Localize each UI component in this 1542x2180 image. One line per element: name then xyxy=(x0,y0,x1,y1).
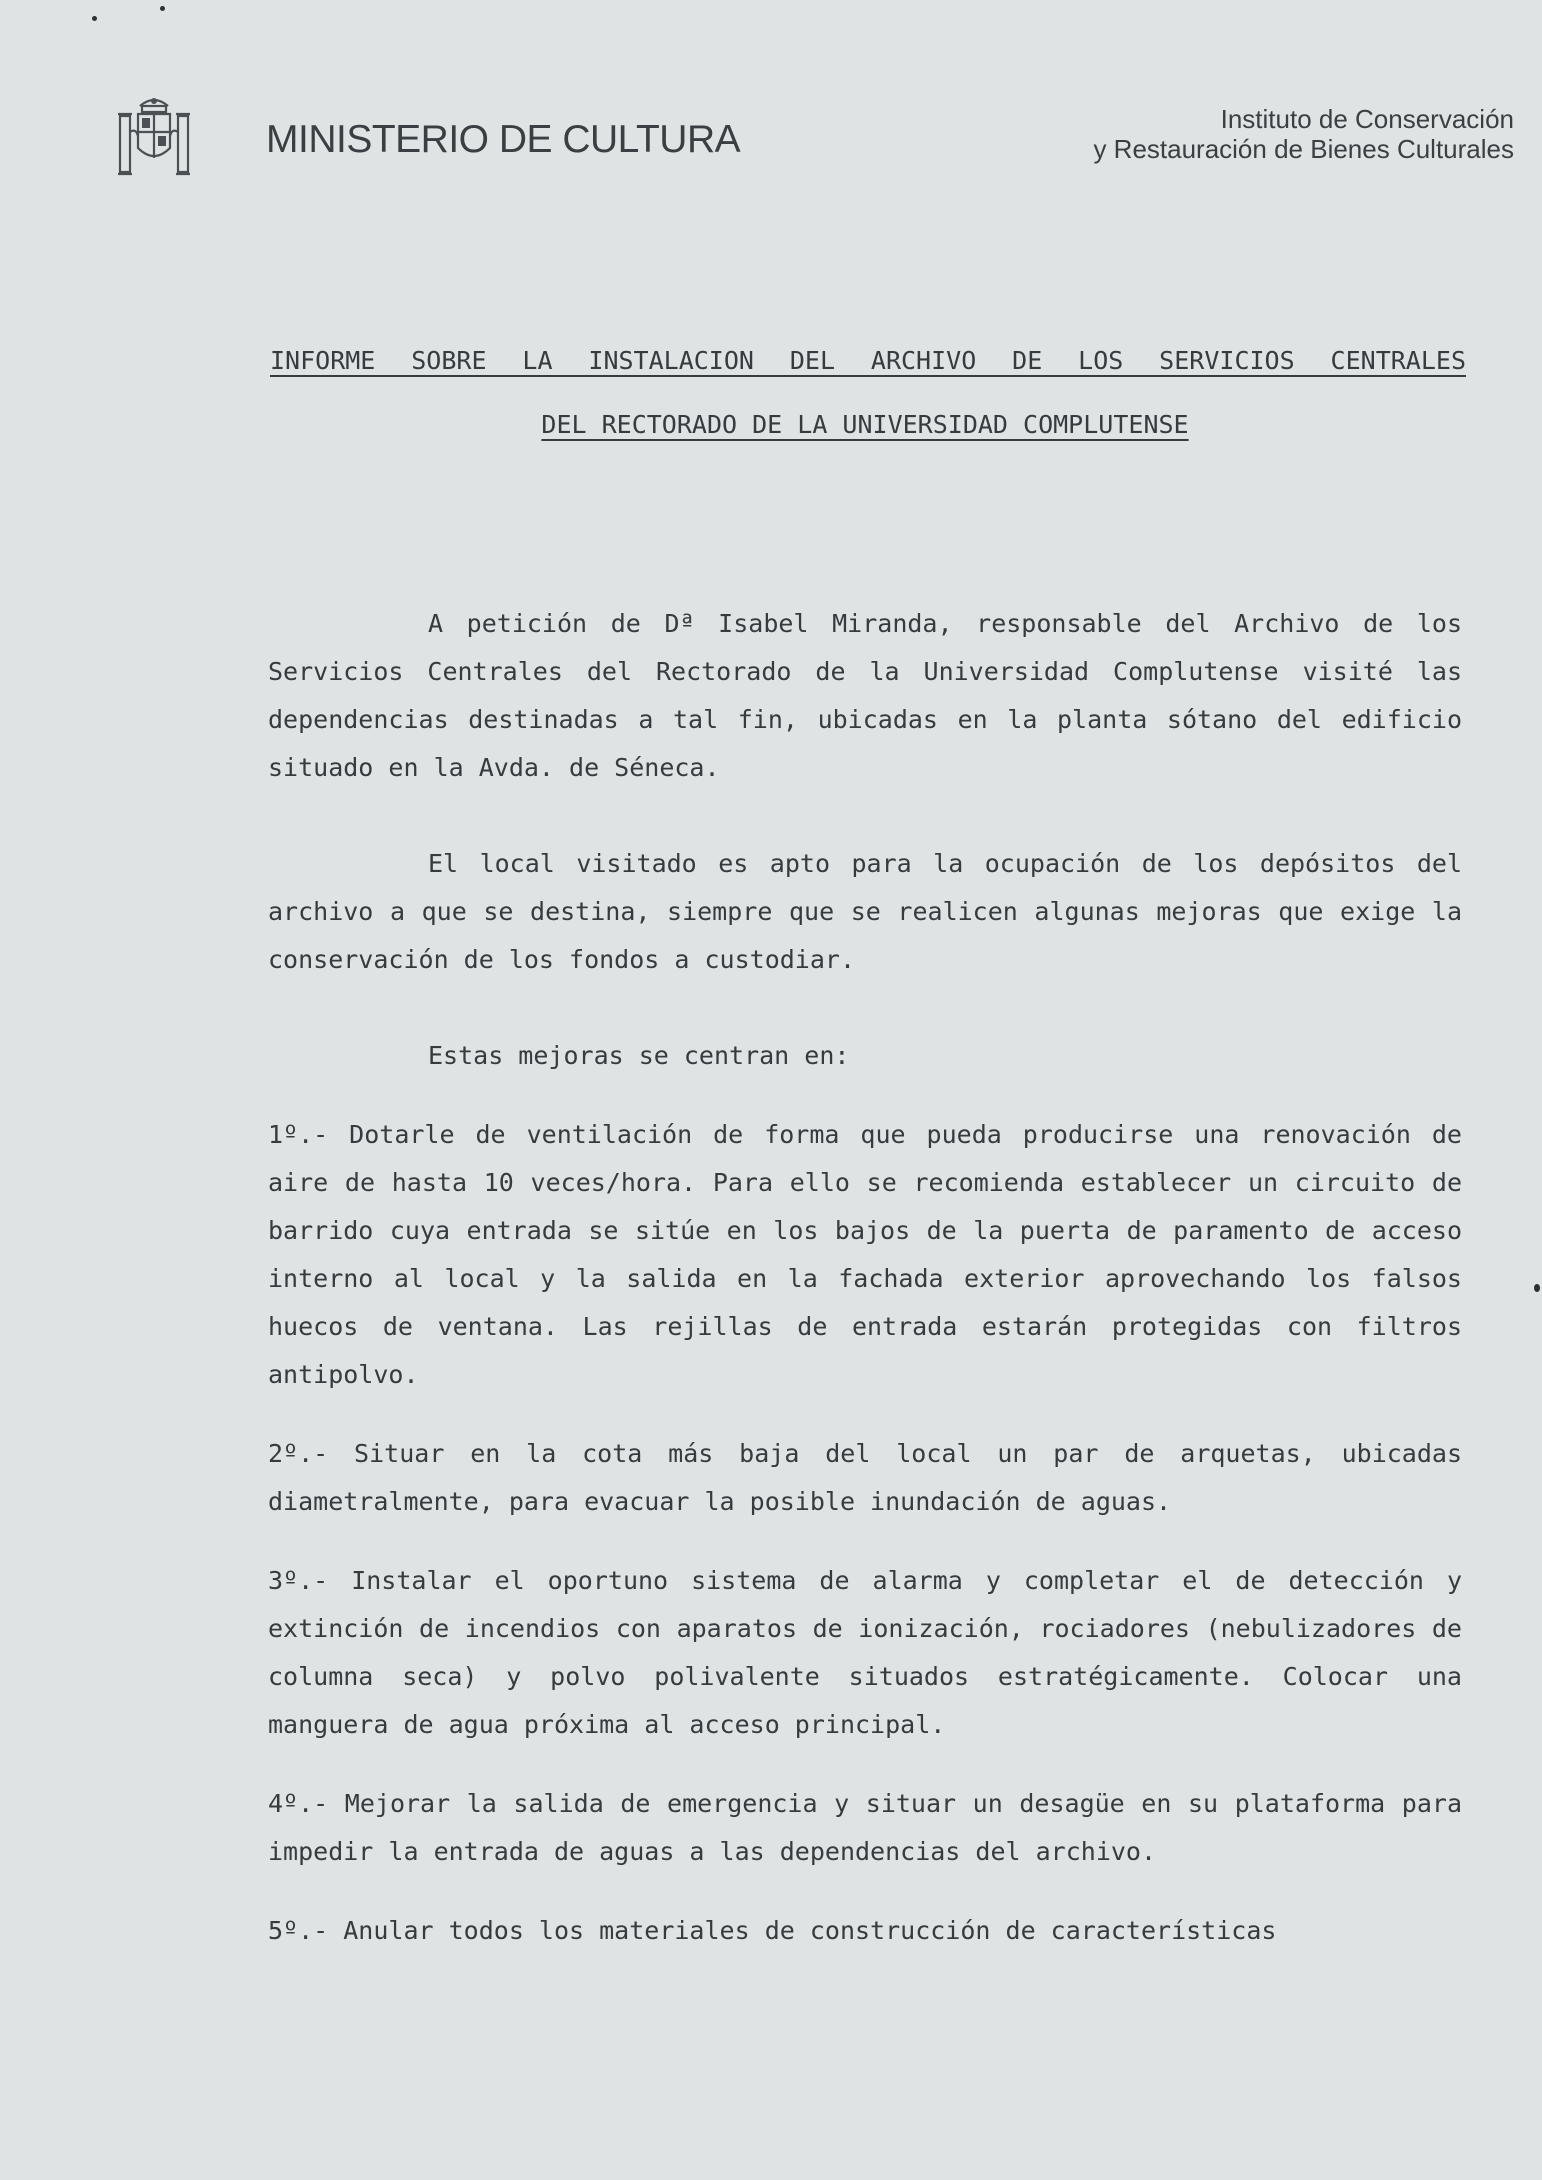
intro-paragraph: A petición de Dª Isabel Miranda, responsable del Archivo de los Servicios Centrales del Rectorado de la Universidad Complutense visité las dependencias destinadas a tal fin, ubicadas en la planta sótano del edificio situado en la Avda. de Séneca. xyxy=(268,609,1462,782)
scan-speck xyxy=(1534,1284,1540,1292)
coat-of-arms-icon xyxy=(112,92,196,184)
list-item-2: 2º.- Situar en la cota más baja del local un par de arquetas, ubicadas diametralmente, para evacuar la posible inundación de aguas. xyxy=(268,1439,1462,1516)
institute-line-2: y Restauración de Bienes Culturales xyxy=(1093,134,1514,164)
report-body xyxy=(268,600,1462,1955)
scan-speck xyxy=(92,16,97,21)
report-title-line-2: DEL RECTORADO DE LA UNIVERSIDAD COMPLUTENSE xyxy=(541,410,1189,439)
list-item-1: 1º.- Dotarle de ventilación de forma que pueda producirse una renovación de aire de hasta 10 veces/hora. Para ello se recomienda establecer un circuito de barrido cuya entrada se sitúe en los bajos de la puerta de paramento de acceso interno al local y la salida en la fachada exterior aprovechando los falsos huecos de ventana. Las rejillas de entrada estarán protegidas con filtros antipolvo. xyxy=(268,1120,1462,1389)
report-title-line-1: INFORME SOBRE LA INSTALACION DEL ARCHIVO DE LOS SERVICIOS CENTRALES xyxy=(270,346,1466,375)
scan-speck xyxy=(160,6,165,11)
assessment-paragraph: El local visitado es apto para la ocupación de los depósitos del archivo a que se destina, siempre que se realicen algunas mejoras que exige la conservación de los fondos a custodiar. xyxy=(268,849,1462,974)
list-item-3: 3º.- Instalar el oportuno sistema de alarma y completar el de detección y extinción de incendios con aparatos de ionización, rociadores (nebulizadores de columna seca) y polvo polivalente situados estratégicamente. Colocar una manguera de agua próxima al acceso principal. xyxy=(268,1566,1462,1739)
improvements-intro: Estas mejoras se centran en: xyxy=(428,1041,850,1070)
institute-line-1: Instituto de Conservación xyxy=(1220,104,1514,134)
ministry-name: MINISTERIO DE CULTURA xyxy=(266,118,741,161)
list-item-5: 5º.- Anular todos los materiales de construcción de características xyxy=(268,1916,1277,1945)
institute-name xyxy=(1093,104,1514,164)
list-item-4: 4º.- Mejorar la salida de emergencia y situar un desagüe en su plataforma para impedir la entrada de aguas a las dependencias del archivo. xyxy=(268,1789,1462,1866)
